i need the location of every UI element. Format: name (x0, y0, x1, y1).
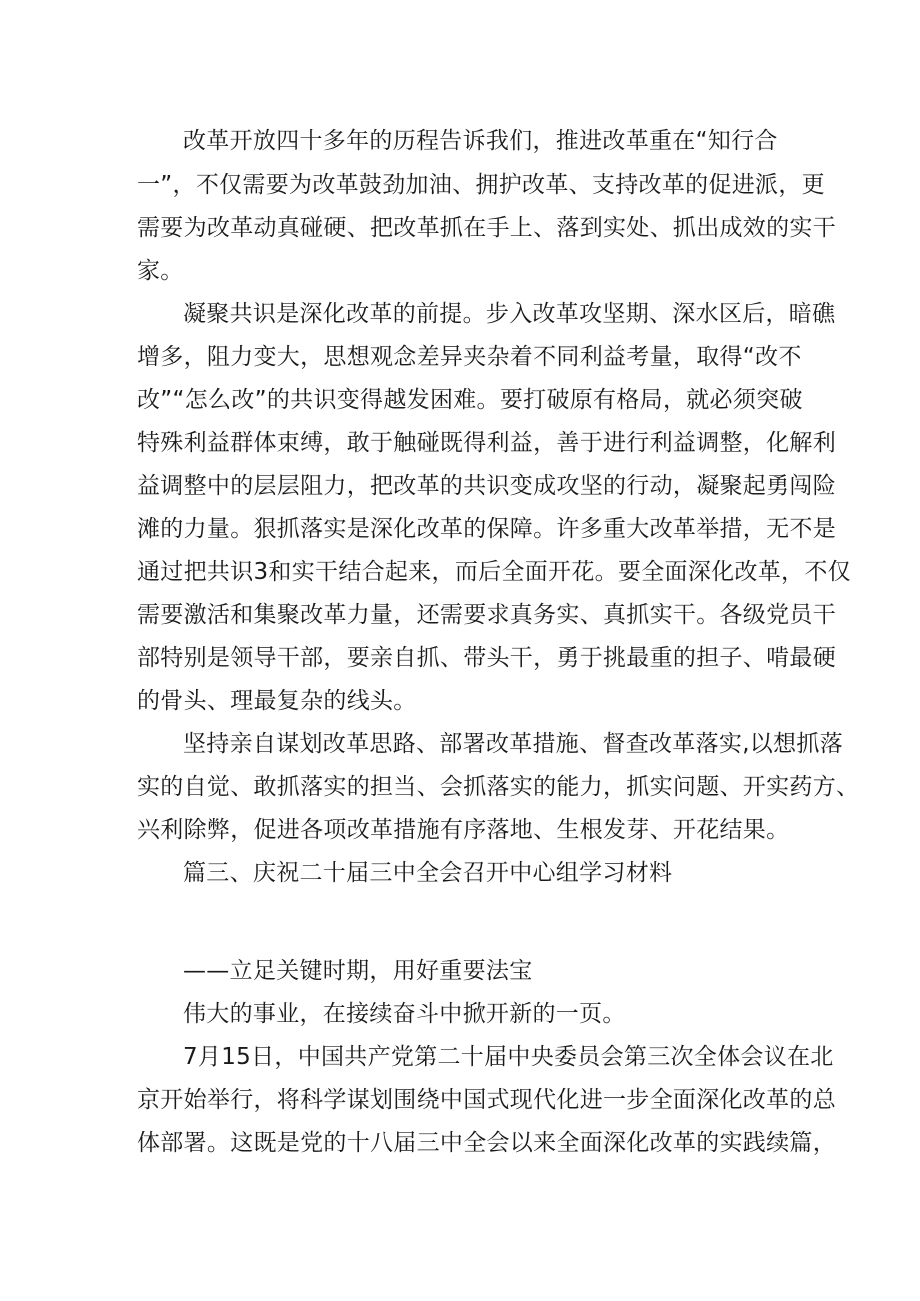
paragraph-line: 7月15日，中国共产党第二十届中央委员会第三次全体会议在北 (183, 1044, 834, 1070)
paragraph-line: 实的自觉、敢抓落实的担当、会抓落实的能力，抓实问题、开实药方、 (137, 774, 860, 800)
paragraph-line: 改革开放四十多年的历程告诉我们，推进改革重在“知行合 (183, 128, 778, 154)
paragraph-line: 体部署。这既是党的十八届三中全会以来全面深化改革的实践续篇， (137, 1130, 836, 1156)
paragraph-line: 需要激活和集聚改革力量，还需要求真务实、真抓实干。各级党员干 (137, 602, 836, 628)
paragraph-line: 凝聚共识是深化改革的前提。步入改革攻坚期、深水区后，暗礁 (183, 301, 836, 327)
paragraph-line: 的骨头、理最复杂的线头。 (137, 688, 417, 714)
subtitle-line: ——立足关键时期，用好重要法宝 (183, 958, 533, 984)
paragraph-line: 需要为改革动真碰硬、把改革抓在手上、落到实处、抓出成效的实干 (137, 215, 836, 241)
paragraph-line: 通过把共识3和实干结合起来，而后全面开花。要全面深化改革，不仅 (137, 559, 851, 585)
paragraph-line: 一”，不仅需要为改革鼓劲加油、拥护改革、支持改革的促进派，更 (137, 172, 825, 198)
paragraph-line: 坚持亲自谋划改革思路、部署改革措施、督查改革落实,以想抓落 (183, 731, 844, 757)
paragraph-line: 伟大的事业，在接续奋斗中掀开新的一页。 (183, 1001, 626, 1027)
paragraph-line: 增多，阻力变大，思想观念差异夹杂着不同利益考量，取得“改不 (137, 344, 802, 370)
paragraph-line: 兴利除弊，促进各项改革措施有序落地、生根发芽、开花结果。 (137, 817, 790, 843)
paragraph-line: 京开始举行，将科学谋划围绕中国式现代化进一步全面深化改革的总 (137, 1087, 836, 1113)
paragraph-line: 益调整中的层层阻力，把改革的共识变成攻坚的行动，凝聚起勇闯险 (137, 473, 836, 499)
paragraph-line: 特殊利益群体束缚，敢于触碰既得利益，善于进行利益调整，化解利 (137, 430, 836, 456)
section-heading: 篇三、庆祝二十届三中全会召开中心组学习材料 (183, 860, 673, 886)
paragraph-line: 滩的力量。狠抓落实是深化改革的保障。许多重大改革举措，无不是 (137, 516, 836, 542)
paragraph-line: 家。 (137, 258, 184, 284)
paragraph-line: 部特别是领导干部，要亲自抓、带头干，勇于挑最重的担子、啃最硬 (137, 645, 836, 671)
paragraph-line: 改”“怎么改”的共识变得越发困难。要打破原有格局，就必须突破 (137, 387, 803, 413)
